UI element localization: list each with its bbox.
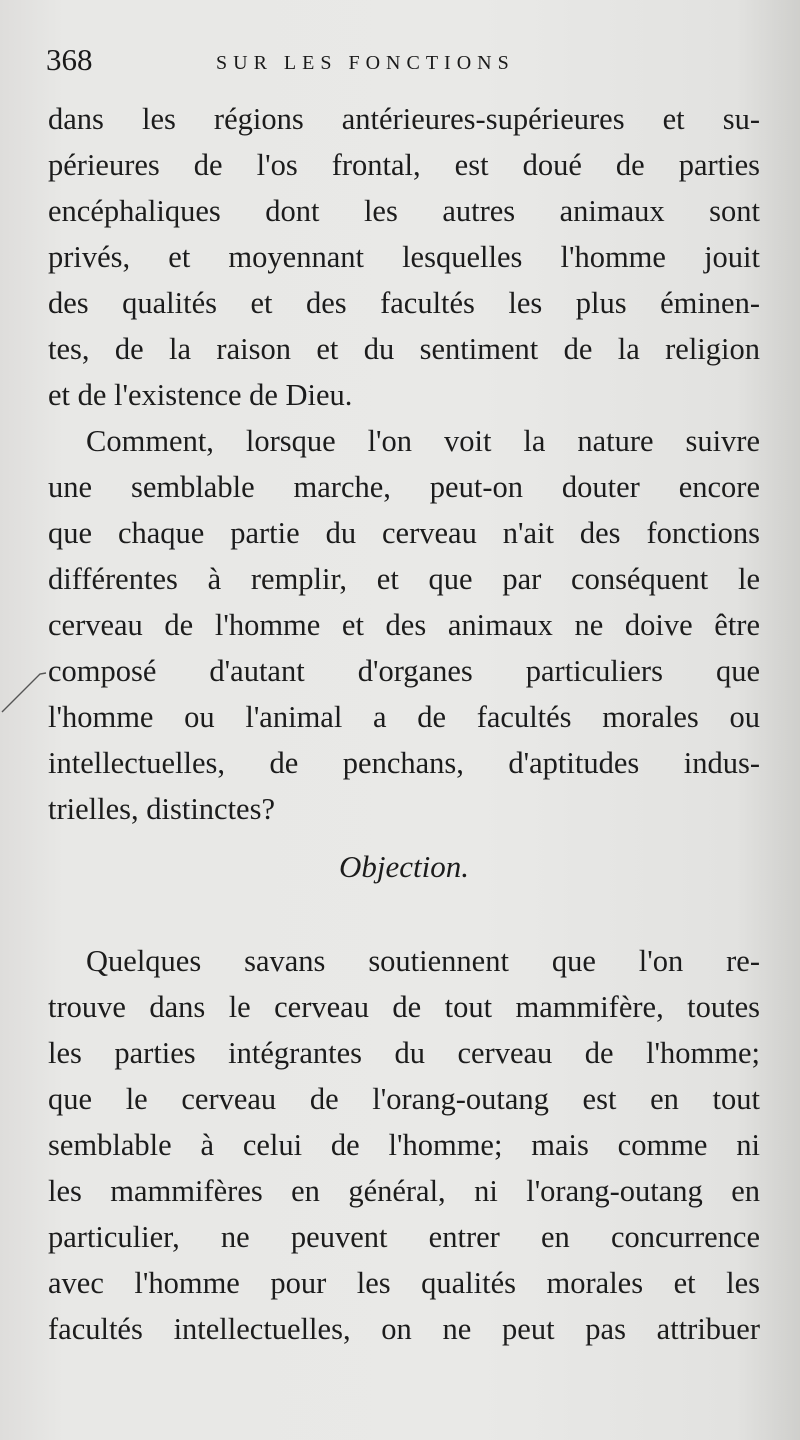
text-line: encéphaliques dont les autres animaux sont (48, 194, 760, 228)
text-line: des qualités et des facultés les plus éminen- (48, 286, 760, 320)
text-line: que chaque partie du cerveau n'ait des fonctions (48, 516, 760, 550)
page-number: 368 (46, 42, 93, 77)
paragraph-1 (48, 96, 760, 418)
text-line: privés, et moyennant lesquelles l'homme jouit (48, 240, 760, 274)
text-line: Comment, lorsque l'on voit la nature suivre (86, 424, 760, 458)
page-header (46, 40, 758, 80)
text-line: semblable à celui de l'homme; mais comme ni (48, 1128, 760, 1162)
text-line: les mammifères en général, ni l'orang-outang en (48, 1174, 760, 1208)
pencil-margin-mark (0, 668, 48, 718)
body-text (48, 96, 760, 1352)
text-line: différentes à remplir, et que par conséquent le (48, 562, 760, 596)
paragraph-3 (48, 938, 760, 1352)
text-line: composé d'autant d'organes particuliers que (48, 654, 760, 688)
text-line: avec l'homme pour les qualités morales et les (48, 1266, 760, 1300)
text-line: et de l'existence de Dieu. (48, 378, 353, 412)
text-line: que le cerveau de l'orang-outang est en tout (48, 1082, 760, 1116)
spacer (48, 904, 760, 938)
text-line: les parties intégrantes du cerveau de l'homme; (48, 1036, 760, 1070)
text-line: cerveau de l'homme et des animaux ne doive être (48, 608, 760, 642)
text-line: l'homme ou l'animal a de facultés morales ou (48, 700, 760, 734)
text-line: trouve dans le cerveau de tout mammifère, toutes (48, 990, 760, 1024)
text-line: Quelques savans soutiennent que l'on re- (86, 944, 760, 978)
text-line: tes, de la raison et du sentiment de la religion (48, 332, 760, 366)
text-line: facultés intellectuelles, on ne peut pas attribuer (48, 1312, 760, 1346)
text-line: intellectuelles, de penchans, d'aptitudes indus- (48, 746, 760, 780)
text-line: périeures de l'os frontal, est doué de parties (48, 148, 760, 182)
text-line: une semblable marche, peut-on douter encore (48, 470, 760, 504)
text-line: trielles, distinctes? (48, 792, 275, 826)
section-heading: Objection. (339, 849, 469, 884)
text-line: particulier, ne peuvent entrer en concurrence (48, 1220, 760, 1254)
running-head: SUR LES FONCTIONS (216, 52, 515, 74)
paragraph-2 (48, 418, 760, 832)
text-line: dans les régions antérieures-supérieures et su- (48, 102, 760, 136)
